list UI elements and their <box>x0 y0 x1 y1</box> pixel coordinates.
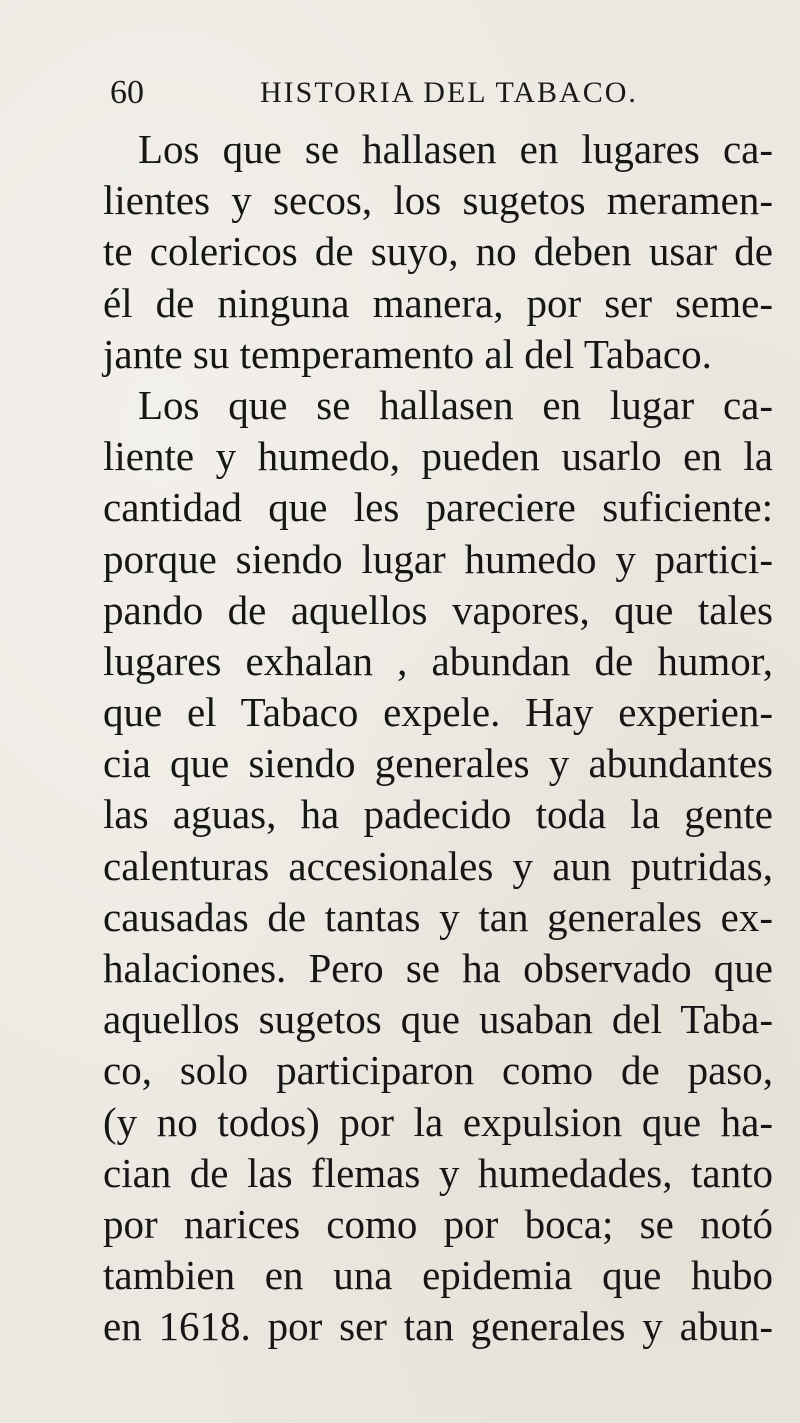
paragraph <box>103 380 773 1353</box>
text-line: tambien en una epidemia que hubo <box>103 1252 773 1299</box>
text-line: porque siendo lugar humedo y partici- <box>103 535 773 582</box>
page-header <box>110 70 770 120</box>
text-line: halaciones. Pero se ha observado que <box>103 945 773 991</box>
text-line: te colericos de suyo, no deben usar de <box>103 228 773 275</box>
text-line: que el Tabaco expele. Hay experien- <box>103 689 773 736</box>
text-line: Los que se hallasen en lugar ca- <box>138 381 773 428</box>
text-line: cantidad que les pareciere suficiente: <box>103 484 773 531</box>
text-line: causadas de tantas y tan generales ex- <box>103 893 773 940</box>
text-line: jante su temperamento al del Tabaco. <box>103 330 712 377</box>
text-line: pando de aquellos vapores, que tales <box>103 586 773 633</box>
running-head: HISTORIA DEL TABACO. <box>260 76 638 109</box>
text-line: por narices como por boca; se notó <box>103 1200 773 1247</box>
text-line: calenturas accesionales y aun putridas, <box>103 842 773 889</box>
text-line: aquellos sugetos que usaban del Taba- <box>103 996 773 1043</box>
text-line: lientes y secos, los sugetos meramen- <box>103 177 773 224</box>
text-line: en 1618. por ser tan generales y abun- <box>103 1303 773 1350</box>
text-line: (y no todos) por la expulsion que ha- <box>103 1098 773 1145</box>
text-line: co, solo participaron como de paso, <box>103 1047 773 1094</box>
text-line: cian de las flemas y humedades, tanto <box>103 1149 773 1196</box>
page-number: 60 <box>110 74 144 111</box>
paragraph <box>103 124 773 380</box>
body-text <box>103 124 773 1353</box>
text-line: Los que se hallasen en lugares ca- <box>138 126 773 172</box>
text-line: liente y humedo, pueden usarlo en la <box>103 433 773 480</box>
text-line: él de ninguna manera, por ser seme- <box>103 279 773 326</box>
text-line: cia que siendo generales y abundantes <box>103 740 773 787</box>
text-line: las aguas, ha padecido toda la gente <box>103 791 773 838</box>
text-line: lugares exhalan , abundan de humor, <box>103 637 773 684</box>
